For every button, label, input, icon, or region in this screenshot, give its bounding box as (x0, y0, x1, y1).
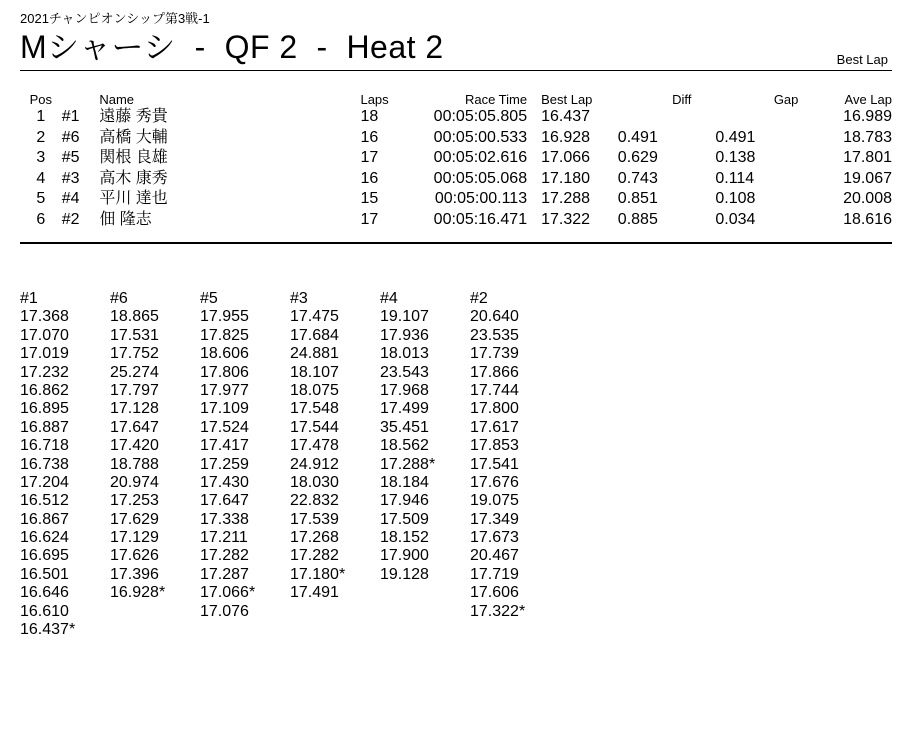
lap-time: 24.881 (290, 345, 339, 363)
col-name: Name (99, 92, 135, 107)
cell-ave-lap: 19.067 (843, 169, 892, 187)
lap-time: 18.184 (380, 473, 429, 491)
col-number (62, 90, 100, 107)
cell-gap: 0.114 (715, 169, 755, 187)
cell-laps: 18 (360, 108, 379, 125)
cell-name: 高木 康秀 (99, 169, 168, 187)
col-best-lap: Best Lap (541, 92, 593, 107)
lap-time: 17.684 (290, 326, 339, 344)
cell-laps: 15 (360, 190, 379, 207)
lap-time: 18.107 (290, 363, 339, 381)
event-subtitle: 2021チャンピオンシップ第3戦-1 (20, 11, 210, 26)
lap-time: 17.211 (200, 529, 248, 547)
cell-name: 関根 良雄 (99, 149, 168, 166)
lap-time: 16.624 (20, 529, 69, 547)
lap-time: 17.539 (290, 510, 339, 528)
cell-best-lap: 16.928 (541, 128, 591, 146)
cell-ave-lap: 20.008 (843, 190, 892, 207)
lap-time: 17.070 (20, 326, 69, 344)
lap-time: 17.232 (20, 363, 69, 381)
lap-time: 17.288* (380, 455, 436, 473)
cell-diff: 0.885 (617, 210, 658, 228)
lap-time: 17.180* (290, 565, 346, 583)
cell-ave-lap: 16.989 (843, 108, 892, 125)
lap-time: 17.719 (470, 565, 519, 583)
lap-time: 16.437* (20, 621, 76, 639)
lap-time: 18.606 (200, 345, 249, 363)
cell-pos: 4 (36, 169, 46, 187)
cell-pos: 6 (36, 210, 46, 228)
lap-time: 17.524 (200, 418, 249, 436)
cell-best-lap: 17.180 (541, 169, 591, 187)
table-row (20, 107, 892, 128)
lap-time: 17.204 (20, 473, 69, 491)
results-header-row (20, 90, 892, 107)
results-rule (20, 242, 892, 244)
cell-pos: 5 (36, 190, 46, 207)
cell-race-time: 00:05:05.068 (433, 169, 528, 187)
lap-time: 18.562 (380, 437, 429, 455)
lap-time: 18.075 (290, 381, 339, 399)
lap-time: 17.544 (290, 418, 339, 436)
cell-gap: 0.034 (715, 210, 756, 228)
cell-number: #1 (61, 108, 80, 125)
lap-time: 18.865 (110, 308, 159, 326)
cell-number: #4 (61, 190, 80, 207)
cell-ave-lap: 18.616 (843, 210, 892, 228)
lap-time: 17.977 (200, 381, 249, 399)
lap-time: 18.152 (380, 529, 429, 547)
lap-time: 16.887 (20, 418, 69, 436)
table-row (20, 210, 892, 231)
lap-time: 17.629 (110, 510, 159, 528)
cell-race-time: 00:05:00.113 (434, 190, 528, 207)
lap-column (200, 290, 290, 639)
lap-time: 19.075 (470, 492, 519, 510)
col-laps: Laps (360, 92, 389, 107)
page-title: Mシャーシ - QF 2 - Heat 2 (20, 29, 444, 65)
lap-time: 17.499 (380, 400, 429, 418)
cell-race-time: 00:05:00.533 (433, 128, 528, 146)
lap-time: 17.752 (110, 345, 159, 363)
lap-time: 16.501 (20, 565, 69, 583)
lap-column-car: #3 (290, 290, 308, 307)
lap-time: 17.800 (470, 400, 519, 418)
table-row (20, 189, 892, 210)
cell-pos: 2 (36, 128, 46, 146)
cell-laps: 17 (360, 210, 379, 228)
lap-time: 17.739 (470, 345, 519, 363)
lap-time: 17.420 (110, 437, 159, 455)
lap-time: 17.936 (380, 326, 429, 344)
lap-time: 17.806 (200, 363, 249, 381)
lap-time: 16.610 (20, 602, 69, 620)
lap-time: 18.013 (380, 345, 429, 363)
lap-time: 17.128 (110, 400, 159, 418)
table-row (20, 169, 892, 190)
col-race-time: Race Time (464, 92, 528, 107)
lap-time: 16.512 (20, 492, 69, 510)
cell-number: #6 (61, 128, 80, 146)
col-gap: Gap (773, 92, 799, 107)
col-diff: Diff (672, 92, 692, 107)
lap-time: 17.109 (200, 400, 249, 418)
cell-laps: 17 (360, 149, 379, 166)
lap-time: 19.128 (380, 565, 429, 583)
lap-time: 20.467 (470, 547, 519, 565)
lap-time: 17.744 (470, 381, 519, 399)
lap-time: 19.107 (380, 308, 429, 326)
lap-time: 17.322* (470, 602, 526, 620)
cell-gap: 0.138 (715, 149, 756, 166)
lap-time: 17.676 (470, 473, 519, 491)
lap-time: 16.928* (110, 584, 166, 602)
lap-time: 17.066* (200, 584, 256, 602)
cell-laps: 16 (360, 169, 379, 187)
lap-time: 16.895 (20, 400, 69, 418)
cell-gap: 0.108 (715, 190, 756, 207)
lap-time: 20.640 (470, 308, 519, 326)
lap-time: 17.548 (290, 400, 339, 418)
lap-time: 17.647 (200, 492, 249, 510)
lap-time: 35.451 (380, 418, 429, 436)
lap-time: 17.673 (470, 529, 519, 547)
cell-diff: 0.629 (617, 149, 658, 166)
lap-time: 17.626 (110, 547, 159, 565)
cell-laps: 16 (360, 128, 379, 146)
lap-time: 17.282 (290, 547, 339, 565)
lap-time: 18.788 (110, 455, 159, 473)
lap-time: 17.338 (200, 510, 249, 528)
lap-time: 17.478 (290, 437, 339, 455)
cell-gap (715, 107, 822, 128)
lap-time: 16.862 (20, 381, 69, 399)
lap-time: 17.475 (290, 308, 339, 326)
lap-time: 17.531 (110, 326, 159, 344)
cell-diff (618, 107, 716, 128)
cell-diff: 0.851 (617, 190, 658, 207)
lap-time: 17.955 (200, 308, 249, 326)
cell-best-lap: 17.066 (541, 149, 591, 166)
cell-name: 高橋 大輔 (99, 128, 168, 146)
lap-time: 17.797 (110, 381, 159, 399)
lap-times-grid (20, 290, 560, 639)
lap-time: 16.867 (20, 510, 69, 528)
best-lap-tag: Best Lap (836, 52, 888, 67)
cell-pos: 1 (36, 108, 46, 125)
lap-column-car: #2 (470, 290, 488, 307)
cell-name: 平川 達也 (99, 190, 168, 207)
lap-time: 16.718 (20, 437, 69, 455)
lap-time: 17.825 (200, 326, 249, 344)
lap-column (470, 290, 560, 639)
col-pos: Pos (29, 92, 53, 107)
lap-time: 17.509 (380, 510, 429, 528)
lap-time: 17.076 (200, 602, 249, 620)
lap-column-car: #5 (200, 290, 218, 307)
lap-column-car: #4 (380, 290, 398, 307)
cell-diff: 0.743 (617, 169, 658, 187)
lap-time: 25.274 (110, 363, 159, 381)
lap-time: 17.268 (290, 529, 339, 547)
lap-time: 17.129 (110, 529, 159, 547)
lap-time: 17.349 (470, 510, 519, 528)
header-rule (20, 70, 892, 71)
col-ave-lap: Ave Lap (844, 92, 892, 107)
lap-column (290, 290, 380, 639)
cell-race-time: 00:05:05.805 (433, 108, 528, 125)
lap-time: 17.606 (470, 584, 519, 602)
lap-time: 16.646 (20, 584, 69, 602)
lap-time: 22.832 (290, 492, 339, 510)
lap-time: 17.417 (200, 437, 249, 455)
cell-ave-lap: 18.783 (843, 128, 892, 146)
cell-ave-lap: 17.801 (843, 149, 892, 166)
lap-column (110, 290, 200, 639)
lap-time: 17.617 (470, 418, 519, 436)
lap-time: 17.430 (200, 473, 249, 491)
lap-column-car: #6 (110, 290, 128, 307)
lap-time: 16.738 (20, 455, 69, 473)
lap-time: 17.019 (20, 345, 69, 363)
lap-time: 17.946 (380, 492, 429, 510)
results-table (20, 90, 892, 230)
lap-time: 17.396 (110, 565, 159, 583)
lap-time: 23.535 (470, 326, 519, 344)
cell-gap: 0.491 (715, 128, 756, 146)
cell-pos: 3 (36, 149, 46, 166)
cell-diff: 0.491 (617, 128, 658, 146)
lap-time: 17.282 (200, 547, 249, 565)
lap-time: 17.287 (200, 565, 249, 583)
cell-best-lap: 17.288 (541, 190, 591, 207)
table-row (20, 148, 892, 169)
lap-column (20, 290, 110, 639)
cell-number: #3 (61, 169, 80, 187)
cell-best-lap: 17.322 (541, 210, 591, 228)
results-body (20, 107, 892, 230)
lap-time: 20.974 (110, 473, 159, 491)
lap-time: 17.968 (380, 381, 429, 399)
cell-name: 佃 隆志 (99, 210, 152, 228)
cell-race-time: 00:05:16.471 (433, 210, 528, 228)
cell-best-lap: 16.437 (541, 108, 591, 125)
lap-time: 17.541 (470, 455, 519, 473)
lap-time: 17.368 (20, 308, 69, 326)
cell-number: #2 (61, 210, 80, 228)
cell-race-time: 00:05:02.616 (433, 149, 528, 166)
lap-time: 17.866 (470, 363, 519, 381)
lap-time: 17.647 (110, 418, 159, 436)
lap-time: 17.253 (110, 492, 159, 510)
lap-time: 18.030 (290, 473, 339, 491)
lap-time: 17.853 (470, 437, 519, 455)
cell-name: 遠藤 秀貴 (99, 108, 168, 125)
lap-time: 16.695 (20, 547, 69, 565)
lap-column (380, 290, 470, 639)
lap-time: 23.543 (380, 363, 429, 381)
cell-number: #5 (61, 149, 80, 166)
lap-column-car: #1 (20, 290, 38, 307)
lap-time: 17.491 (290, 584, 339, 602)
lap-time: 17.900 (380, 547, 429, 565)
lap-time: 17.259 (200, 455, 249, 473)
lap-time: 24.912 (290, 455, 339, 473)
table-row (20, 128, 892, 149)
